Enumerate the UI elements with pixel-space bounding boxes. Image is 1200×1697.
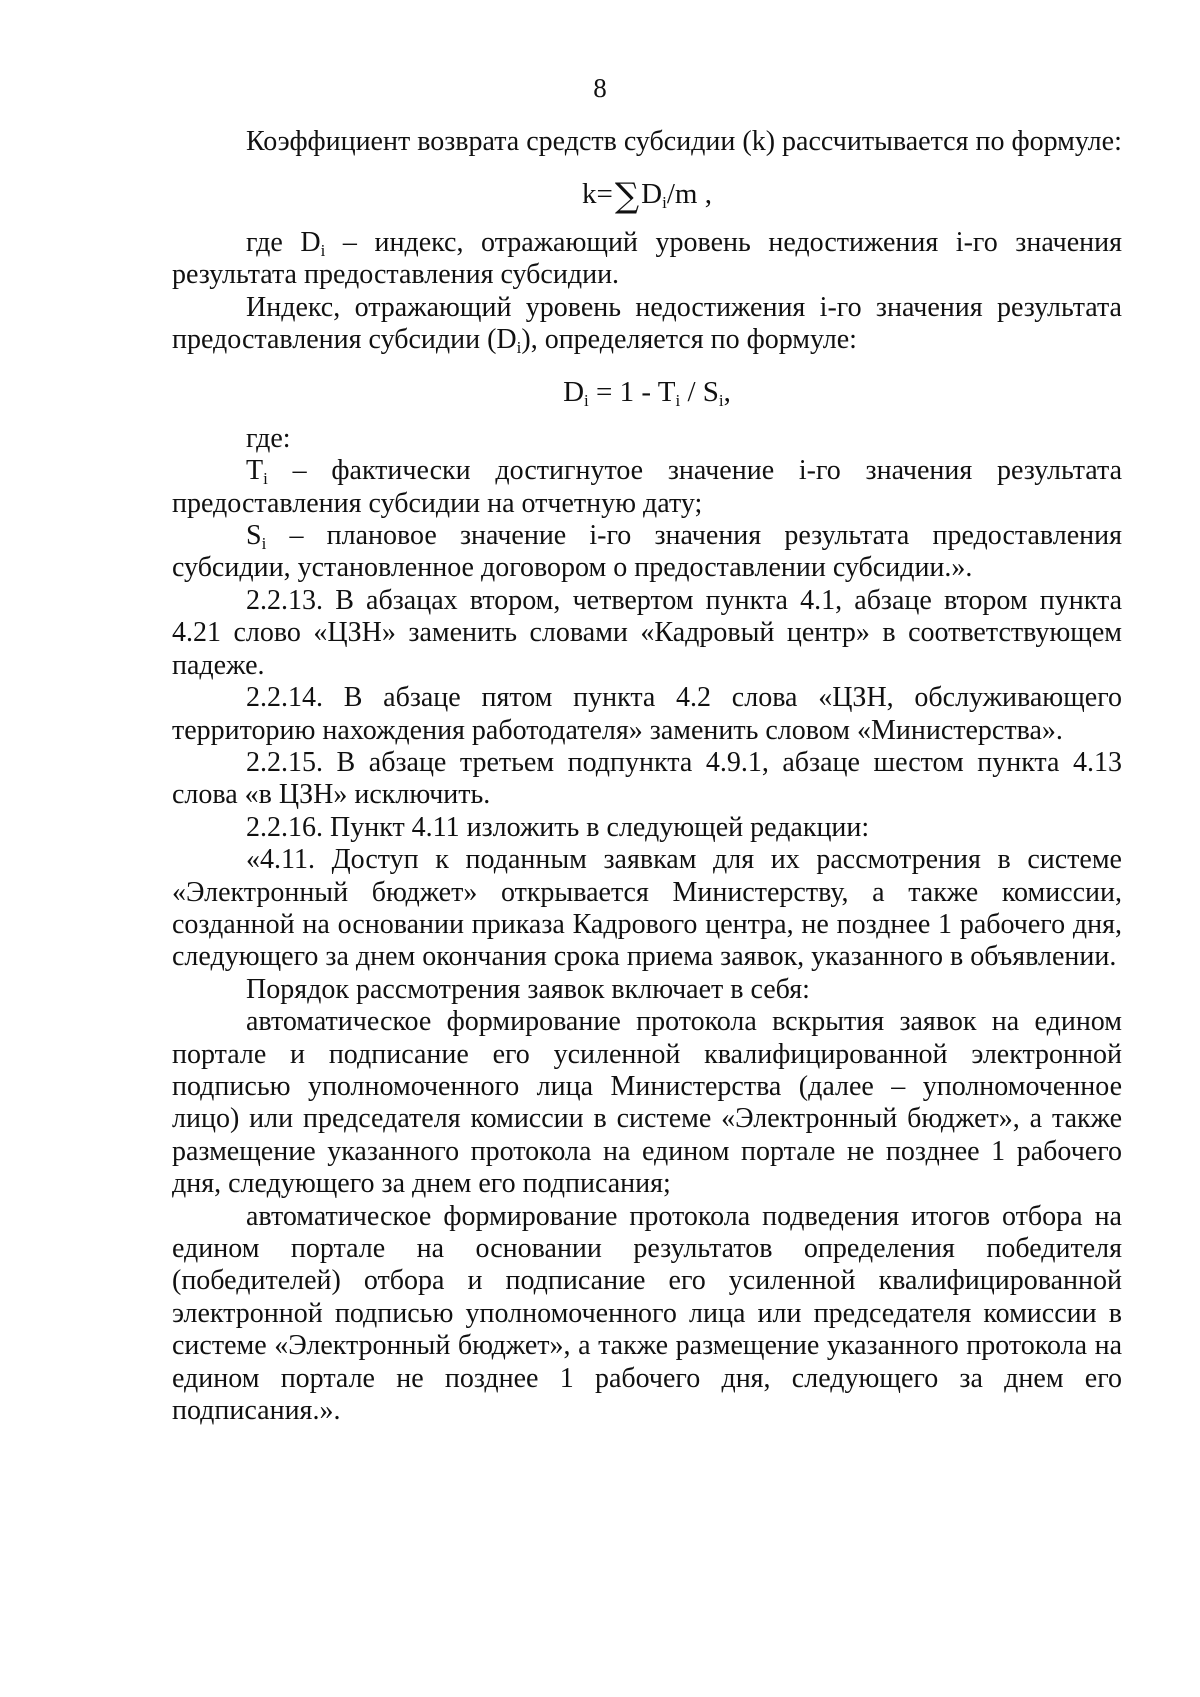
paragraph-results-protocol: автоматическое формирование протокола подведения итогов отбора на едином портале на основании результатов определения победителя (победителей) отбора и подписание его усиленной квалифицированной электронной подписью уполномоченного лица или председателя комиссии в системе «Электронный бюджет», а также размещение указанного протокола на едином портале не позднее 1 рабочего дня, следующего за днем его подписания.». <box>172 1200 1122 1427</box>
paragraph-2-2-13: 2.2.13. В абзацах втором, четвертом пункта 4.1, абзаце втором пункта 4.21 слово «ЦЗН» заменить словами «Кадровый центр» в соответствующем падеже. <box>172 584 1122 681</box>
paragraph-2-2-15: 2.2.15. В абзаце третьем подпункта 4.9.1, абзаце шестом пункта 4.13 слова «в ЦЗН» исключить. <box>172 746 1122 811</box>
paragraph-2-2-14: 2.2.14. В абзаце пятом пункта 4.2 слова «ЦЗН, обслуживающего территорию нахождения работодателя» заменить словом «Министерства». <box>172 682 1122 746</box>
where-d-paragraph: где Di – индекс, отражающий уровень недостижения i-го значения результата предоставления субсидии. <box>172 226 1122 291</box>
sigma-symbol: ∑ <box>614 176 640 217</box>
paragraph-procedure: Порядок рассмотрения заявок включает в себя: <box>246 973 810 1005</box>
where-label: где: <box>246 422 291 454</box>
formula-d: $D_i = 1 - T_i / S_i$, <box>563 376 731 411</box>
intro-paragraph: Коэффициент возврата средств субсидии (k) рассчитывается по формуле: <box>246 126 1122 157</box>
s-definition: Si – плановое значение i-го значения результата предоставления субсидии, установленное договором о предоставлении субсидии.». <box>172 520 1122 584</box>
index-paragraph: Индекс, отражающий уровень недостижения i-го значения результата предоставления субсидии (Di), определяется по формуле: <box>172 291 1122 358</box>
t-definition: Ti – фактически достигнутое значение i-го значения результата предоставления субсидии на отчетную дату; <box>172 455 1122 519</box>
paragraph-4-11: «4.11. Доступ к поданным заявкам для их рассмотрения в системе «Электронный бюджет» открывается Министерству, а также комиссии, созданной на основании приказа Кадрового центра, не позднее 1 рабочего дня, следующего за днем окончания срока приема заявок, указанного в объявлении. <box>172 844 1122 973</box>
paragraph-opening-protocol: автоматическое формирование протокола вскрытия заявок на едином портале и подписание его усиленной квалифицированной электронной подписью уполномоченного лица Министерства (далее – уполномоченное лицо) или председателя комиссии в системе «Электронный бюджет», а также размещение указанного протокола на едином портале не позднее 1 рабочего дня, следующего за днем его подписания; <box>172 1006 1122 1200</box>
formula-k: $k=\sum D_i/m$ , <box>582 176 712 217</box>
document-body <box>172 126 1122 1427</box>
paragraph-2-2-16: 2.2.16. Пункт 4.11 изложить в следующей редакции: <box>246 811 870 843</box>
page-number: 8 <box>593 73 607 103</box>
